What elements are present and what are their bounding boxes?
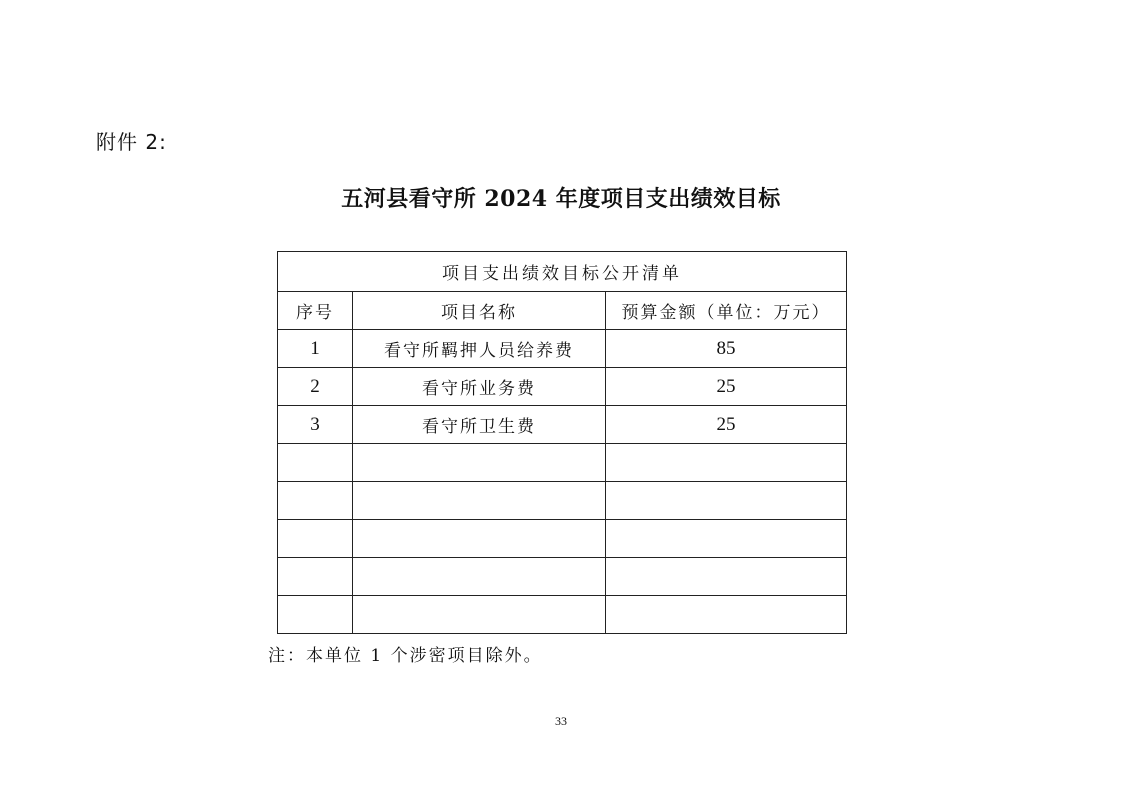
row-budget-amount [606, 482, 847, 520]
table-caption-row [278, 252, 847, 292]
row-index [278, 444, 353, 482]
header-budget-amount: 预算金额（单位：万元） [606, 292, 847, 330]
header-project-name: 项目名称 [353, 292, 606, 330]
page-number: 33 [555, 714, 567, 728]
budget-table [277, 251, 847, 634]
table-caption: 项目支出绩效目标公开清单 [278, 252, 847, 292]
row-budget-amount [606, 558, 847, 596]
row-project-name [353, 444, 606, 482]
attachment-label: 附件 2: [96, 130, 167, 154]
table-row [278, 406, 847, 444]
document-title: 五河县看守所 2024 年度项目支出绩效目标 [341, 186, 781, 212]
row-project-name [353, 482, 606, 520]
row-budget-amount: 85 [606, 330, 847, 368]
table-row [278, 444, 847, 482]
row-project-name [353, 558, 606, 596]
header-index: 序号 [278, 292, 353, 330]
table-row [278, 368, 847, 406]
table-row [278, 330, 847, 368]
row-budget-amount: 25 [606, 368, 847, 406]
row-budget-amount [606, 444, 847, 482]
row-project-name: 看守所卫生费 [353, 406, 606, 444]
row-index: 3 [278, 406, 353, 444]
row-index [278, 558, 353, 596]
table-header-row [278, 292, 847, 330]
row-project-name: 看守所业务费 [353, 368, 606, 406]
table-row [278, 520, 847, 558]
row-index [278, 482, 353, 520]
table-row [278, 482, 847, 520]
row-budget-amount [606, 596, 847, 634]
row-project-name: 看守所羁押人员给养费 [353, 330, 606, 368]
row-project-name [353, 520, 606, 558]
row-budget-amount: 25 [606, 406, 847, 444]
row-project-name [353, 596, 606, 634]
row-budget-amount [606, 520, 847, 558]
row-index: 1 [278, 330, 353, 368]
table-row [278, 558, 847, 596]
footnote: 注：本单位 1 个涉密项目除外。 [268, 646, 543, 666]
row-index: 2 [278, 368, 353, 406]
table-row [278, 596, 847, 634]
row-index [278, 520, 353, 558]
row-index [278, 596, 353, 634]
